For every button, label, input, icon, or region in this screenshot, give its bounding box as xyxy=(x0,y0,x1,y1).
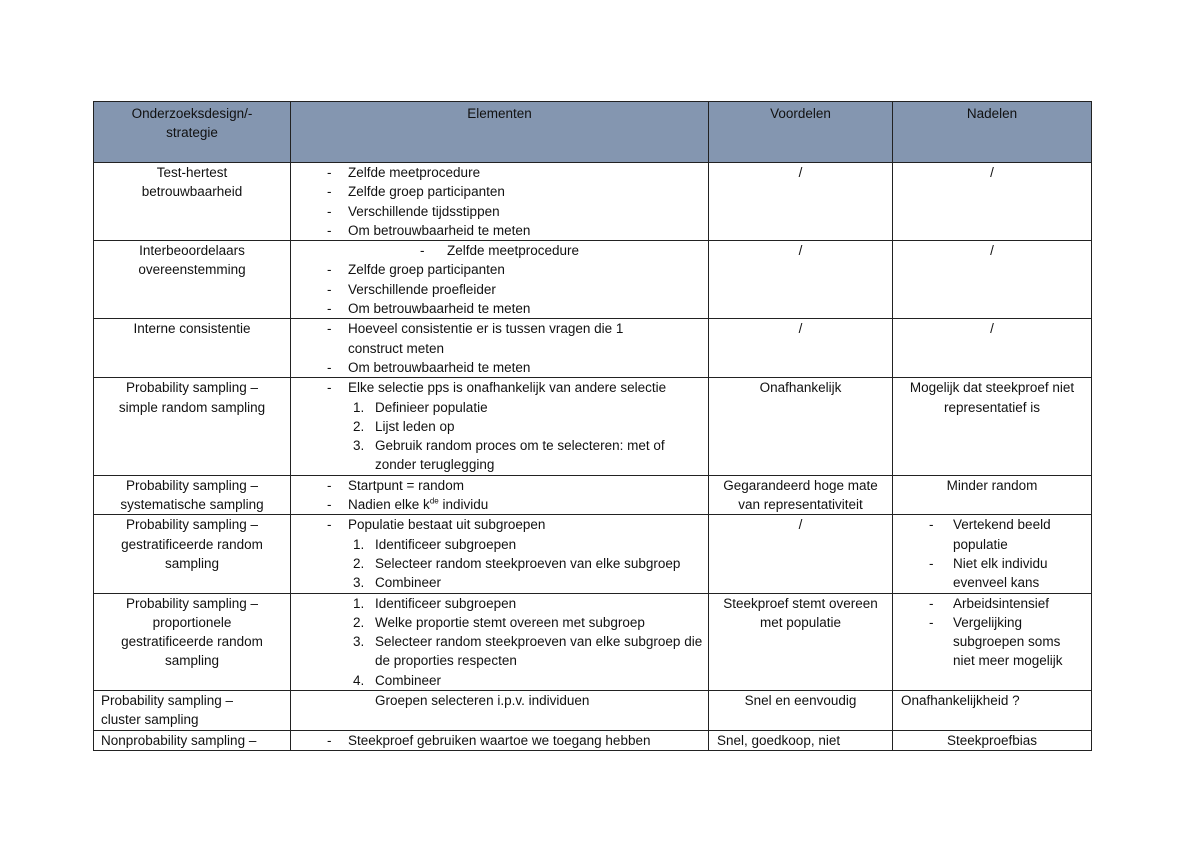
list-item: - Steekproef gebruiken waartoe we toegang hebben xyxy=(296,731,703,750)
elements-cell xyxy=(291,378,709,475)
list-item: - Arbeidsintensief xyxy=(898,594,1086,613)
design-cell: Interne consistentie xyxy=(94,319,291,378)
header-elements: Elementen xyxy=(291,102,709,163)
list-item: - Zelfde meetprocedure xyxy=(419,243,580,259)
voordelen-cell: Gegarandeerd hoge mate van representativiteit xyxy=(709,475,893,515)
voordelen-cell: / xyxy=(709,163,893,241)
table-row xyxy=(94,475,1092,515)
elements-cell xyxy=(291,163,709,241)
design-cell: Probability sampling – systematische sampling xyxy=(94,475,291,515)
nadelen-cell: Steekproefbias xyxy=(893,730,1092,750)
nadelen-cell: / xyxy=(893,163,1092,241)
numbered-item: 2. Welke proportie stemt overeen met subgroep xyxy=(353,614,645,630)
list-item: - Zelfde meetprocedure xyxy=(296,163,703,182)
voordelen-cell: / xyxy=(709,241,893,319)
voordelen-cell: Snel, goedkoop, niet xyxy=(709,730,893,750)
nadelen-cell: Minder random xyxy=(893,475,1092,515)
nadelen-cell xyxy=(893,593,1092,690)
list-item: - Om betrouwbaarheid te meten xyxy=(296,358,703,377)
voordelen-cell: Snel en eenvoudig xyxy=(709,691,893,731)
design-cell: Probability sampling – proportionele gestratificeerde random sampling xyxy=(94,593,291,690)
voordelen-cell: / xyxy=(709,319,893,378)
numbered-item: 2. Selecteer random steekproeven van elke subgroep xyxy=(353,555,681,571)
list-item: Groepen selecteren i.p.v. individuen xyxy=(375,693,590,709)
table-row xyxy=(94,163,1092,241)
design-cell: Nonprobability sampling – xyxy=(94,730,291,750)
numbered-item: 1. Identificeer subgroepen xyxy=(353,536,517,552)
list-item: - Verschillende tijdsstippen xyxy=(296,202,703,221)
elements-cell xyxy=(291,691,709,731)
list-item: - Hoeveel consistentie er is tussen vragen die 1 construct meten xyxy=(296,319,703,358)
voordelen-cell: Steekproef stemt overeen met populatie xyxy=(709,593,893,690)
elements-cell xyxy=(291,319,709,378)
table-row xyxy=(94,593,1092,690)
elements-cell xyxy=(291,241,709,319)
nadelen-cell: / xyxy=(893,319,1092,378)
list-item: - Nadien elke $k^{de}$ individu xyxy=(296,495,703,514)
elements-cell xyxy=(291,515,709,593)
design-cell: Interbeoordelaars overeenstemming xyxy=(94,241,291,319)
voordelen-cell: / xyxy=(709,515,893,593)
elements-cell xyxy=(291,475,709,515)
numbered-item: 2. Lijst leden op xyxy=(353,418,455,434)
header-voordelen: Voordelen xyxy=(709,102,893,163)
list-item: - Om betrouwbaarheid te meten xyxy=(296,299,703,318)
design-cell: Probability sampling – simple random sampling xyxy=(94,378,291,475)
design-cell: Test-hertest betrouwbaarheid xyxy=(94,163,291,241)
design-cell: Probability sampling – cluster sampling xyxy=(94,691,291,731)
list-item: - Zelfde groep participanten xyxy=(296,182,703,201)
elements-cell xyxy=(291,593,709,690)
table-row xyxy=(94,515,1092,593)
numbered-item: 3. Combineer xyxy=(353,575,442,591)
list-item: - Populatie bestaat uit subgroepen xyxy=(296,515,703,534)
list-item: - Elke selectie pps is onafhankelijk van andere selectie xyxy=(296,378,703,397)
table-header-row xyxy=(94,102,1092,163)
list-item: - Vergelijking subgroepen soms niet meer mogelijk xyxy=(898,613,1086,671)
nadelen-cell: Onafhankelijkheid ? xyxy=(893,691,1092,731)
table-row xyxy=(94,241,1092,319)
table-row xyxy=(94,691,1092,731)
elements-cell xyxy=(291,730,709,750)
numbered-item: 3. Selecteer random steekproeven van elke subgroep die de proporties respecten xyxy=(353,634,703,669)
list-item: - Niet elk individu evenveel kans xyxy=(898,554,1086,593)
nadelen-cell: / xyxy=(893,241,1092,319)
numbered-item: 1. Definieer populatie xyxy=(353,399,488,415)
list-item: - Verschillende proefleider xyxy=(296,280,703,299)
design-cell: Probability sampling – gestratificeerde random sampling xyxy=(94,515,291,593)
list-item: - Vertekend beeld populatie xyxy=(898,515,1086,554)
header-nadelen: Nadelen xyxy=(893,102,1092,163)
list-item: - Zelfde groep participanten xyxy=(296,260,703,279)
table-row xyxy=(94,378,1092,475)
numbered-item: 4. Combineer xyxy=(353,672,442,688)
header-design: Onderzoeksdesign/- strategie xyxy=(94,102,291,163)
list-item: - Startpunt = random xyxy=(296,476,703,495)
numbered-item: 3. Gebruik random proces om te selecteren: met of zonder teruglegging xyxy=(353,438,665,473)
table-row xyxy=(94,319,1092,378)
numbered-item: 1. Identificeer subgroepen xyxy=(353,595,517,611)
research-design-table xyxy=(93,101,1092,751)
nadelen-cell xyxy=(893,515,1092,593)
nadelen-cell: Mogelijk dat steekproef niet representatief is xyxy=(893,378,1092,475)
list-item: - Om betrouwbaarheid te meten xyxy=(296,221,703,240)
voordelen-cell: Onafhankelijk xyxy=(709,378,893,475)
table-row xyxy=(94,730,1092,750)
